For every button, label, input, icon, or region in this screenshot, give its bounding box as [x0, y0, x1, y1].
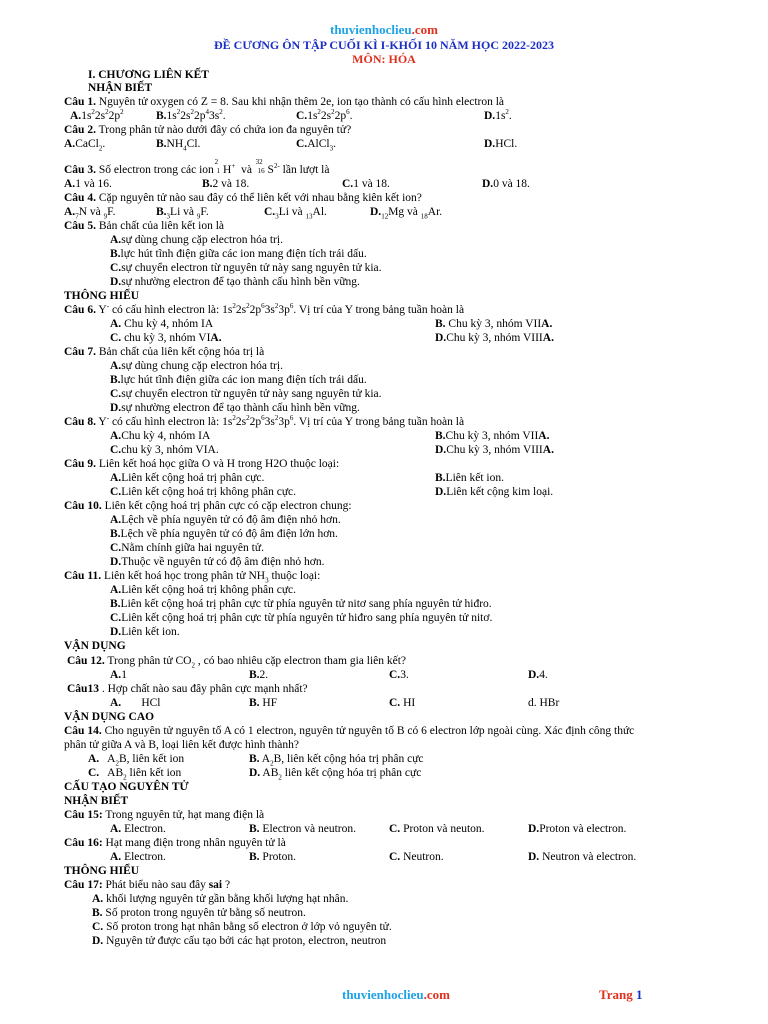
question-16: Câu 16: Hạt mang điện trong nhân nguyên tử là	[64, 837, 286, 849]
q8-option-a: A.Chu kỳ 4, nhóm IA	[110, 430, 211, 442]
site-brand: thuvienhoclieu.com	[330, 22, 438, 37]
question-10: Câu 10. Liên kết cộng hoá trị phân cực có cặp electron chung:	[64, 500, 352, 512]
q4-option-d: $D._{12}Mg$ và $_{18}$Ar.	[370, 206, 443, 221]
q2-option-b: $B.NH_4Cl$.	[156, 138, 201, 153]
q17-option-d: D. Nguyên tử được cấu tạo bởi các hạt proton, electron, neutron	[92, 935, 387, 947]
q10-option-b: B.Lệch về phía nguyên tử có độ âm điện lớn hơn.	[110, 528, 338, 540]
question-6: Câu 6. Y- có cấu hình electron là: $1s^22s^22p^63s^23p^6$. Vị trí của Y trong bảng tuần hoàn là	[64, 302, 465, 316]
q12-option-d: D.4.	[528, 669, 548, 681]
level-heading: THÔNG HIỂU	[64, 290, 140, 302]
q17-option-c: C. Số proton trong hạt nhân bằng số electron ở lớp vỏ nguyên tử.	[92, 921, 392, 933]
q8-option-b: B.Chu kỳ 3, nhóm VIIA.	[435, 430, 550, 442]
q3-option-a: A.1 và 16.	[64, 178, 112, 190]
q14-option-d: D. $AB_2$ liên kết cộng hóa trị phân cực	[249, 767, 422, 782]
question-3: Câu 3. Số electron trong các ion 2 1 H+ và 32 16 $S^{2-}$ lần lượt là	[64, 158, 330, 176]
q13-option-d: d. HBr	[528, 697, 560, 709]
q13-option-a: A. HCl	[110, 697, 161, 709]
q14-option-a: A. $A_2B$, liên kết ion	[88, 753, 185, 768]
level-heading: NHẬN BIẾT	[64, 795, 129, 807]
q14-option-c: C. $AB_2$ liên kết ion	[88, 767, 182, 782]
q10-option-a: A.Lệch về phía nguyên tử có độ âm điện nhỏ hơn.	[110, 514, 341, 526]
q15-option-a: A. Electron.	[110, 823, 166, 835]
q15-option-d: D.Proton và electron.	[528, 823, 627, 835]
q4-option-a: $A._7N$ và $_9$F.	[64, 206, 116, 221]
q1-option-d: $D.1s^2$.	[484, 108, 512, 122]
q5-option-d: D.sự nhường electron để tạo thành cấu hình bền vững.	[110, 276, 360, 288]
question-15: Câu 15: Trong nguyên tử, hạt mang điện là	[64, 809, 265, 821]
question-8: Câu 8. Y- có cấu hình electron là: $1s^22s^22p^63s^23p^6$. Vị trí của Y trong bảng tuần hoàn là	[64, 414, 465, 428]
q17-option-a: A. khối lượng nguyên tử gần bằng khối lượng hạt nhân.	[92, 893, 349, 905]
q7-option-b: B.lực hút tĩnh điện giữa các ion mang điện tích trái dấu.	[110, 374, 367, 386]
q6-option-c: C. chu kỳ 3, nhóm VIA.	[110, 332, 222, 344]
question-4: Câu 4. Cặp nguyên tử nào sau đây có thể liên kết với nhau bằng kiên kết ion?	[64, 192, 422, 204]
question-11: Câu 11. Liên kết hoá học trong phân tử $NH_3$ thuộc loại:	[64, 570, 321, 585]
q9-option-b: B.Liên kết ion.	[435, 472, 504, 484]
section-heading: I. CHƯƠNG LIÊN KẾT	[88, 69, 209, 81]
q2-option-d: D.HCl.	[484, 138, 518, 150]
q16-option-d: D. Neutron và electron.	[528, 851, 637, 863]
question-14: Câu 14. Cho nguyên tử nguyên tố A có 1 electron, nguyên tử nguyên tố B có 6 electron lớp ngoài cùng. Xác định công thức	[64, 725, 635, 737]
level-heading: THÔNG HIỂU	[64, 865, 140, 877]
q5-option-a: A.sự dùng chung cặp electron hóa trị.	[110, 234, 283, 246]
document-title: ĐỀ CƯƠNG ÔN TẬP CUỐI KÌ I-KHỐI 10 NĂM HỌC 2022-2023	[213, 38, 554, 52]
q4-option-c: $C._3Li$ và $_{13}$Al.	[264, 206, 327, 221]
q1-option-b: $B.1s^22s^22p^43s^2$.	[156, 108, 226, 122]
q16-option-a: A. Electron.	[110, 851, 166, 863]
q1-option-c: $C.1s^22s^22p^6$.	[296, 108, 353, 122]
footer-brand: thuvienhoclieu.com	[342, 987, 450, 1002]
q10-option-c: C.Nằm chính giữa hai nguyên tử.	[110, 542, 264, 554]
q16-option-b: B. Proton.	[249, 851, 296, 863]
q11-option-a: A.Liên kết cộng hoá trị không phân cực.	[110, 584, 297, 596]
q15-option-b: B. Electron và neutron.	[249, 823, 356, 835]
q7-option-d: D.sự nhường electron để tạo thành cấu hình bền vững.	[110, 402, 360, 414]
q12-option-b: B.2.	[249, 669, 269, 681]
q5-option-b: B.lực hút tĩnh điện giữa các ion mang điện tích trái dấu.	[110, 248, 367, 260]
question-5: Câu 5. Bản chất của liên kết ion là	[64, 220, 225, 232]
q6-option-a: A. Chu kỳ 4, nhóm IA	[110, 318, 214, 330]
q1-option-a: $A.1s^22s^22p^2$	[70, 108, 124, 122]
q11-option-d: D.Liên kết ion.	[110, 626, 180, 638]
question-13: Câu13 . Hợp chất nào sau đây phân cực mạnh nhất?	[67, 683, 308, 695]
q7-option-a: A.sự dùng chung cặp electron hóa trị.	[110, 360, 283, 372]
question-2: Câu 2. Trong phân tử nào dưới đây có chứa ion đa nguyên tử?	[64, 124, 352, 136]
question-9: Câu 9. Liên kết hoá học giữa O và H trong H2O thuộc loại:	[64, 458, 340, 470]
q11-option-b: B.Liên kết cộng hoá trị phân cực từ phía nguyên tử nitơ sang phía nguyên tử hiđro.	[110, 598, 492, 610]
question-12: Câu 12. Trong phân tử $CO_2$ , có bao nhiêu cặp electron tham gia liên kết?	[67, 655, 407, 670]
q9-option-c: C.Liên kết cộng hoá trị không phân cực.	[110, 486, 297, 498]
q13-option-b: B. HF	[249, 697, 278, 709]
q6-option-b: B. Chu kỳ 3, nhóm VIIA.	[435, 318, 553, 330]
q16-option-c: C. Neutron.	[389, 851, 444, 863]
q11-option-c: C.Liên kết cộng hoá trị phân cực từ phía nguyên tử hiđro sang phía nguyên tử nitơ.	[110, 612, 493, 624]
q2-option-a: A.CaCl$_2$.	[64, 138, 106, 153]
q4-option-b: $B._3Li$ và $_9$F.	[156, 206, 209, 221]
q7-option-c: C.sự chuyển electron từ nguyên tử này sang nguyên tử kia.	[110, 388, 382, 400]
question-7: Câu 7. Bản chất của liên kết cộng hóa trị là	[64, 346, 265, 358]
question-17: Câu 17: Phát biểu nào sau đây sai ?	[64, 879, 231, 891]
q9-option-d: D.Liên kết cộng kim loại.	[435, 486, 554, 498]
q6-option-d: D.Chu kỳ 3, nhóm VIIIA.	[435, 332, 554, 344]
level-heading: VẬN DỤNG	[64, 640, 126, 652]
q17-option-b: B. Số proton trong nguyên tử bằng số neutron.	[92, 907, 306, 919]
q9-option-a: A.Liên kết cộng hoá trị phân cực.	[110, 472, 265, 484]
q10-option-d: D.Thuộc về nguyên tử có độ âm điện nhỏ hơn.	[110, 556, 325, 568]
q8-option-d: D.Chu kỳ 3, nhóm VIIIA.	[435, 444, 554, 456]
q15-option-c: C. Proton và neuton.	[389, 823, 485, 835]
q12-option-a: A.1	[110, 669, 127, 681]
q12-option-c: C.3.	[389, 669, 409, 681]
q8-option-c: C.chu kỳ 3, nhóm VIA.	[110, 444, 219, 456]
page-number: Trang 1	[599, 987, 643, 1002]
question-1: Câu 1. Nguyên tử oxygen có Z = 8. Sau khi nhận thêm 2e, ion tạo thành có cấu hình electron là	[64, 96, 505, 108]
level-heading: VẬN DỤNG CAO	[64, 711, 155, 723]
q5-option-c: C.sự chuyển electron từ nguyên tử này sang nguyên tử kia.	[110, 262, 382, 274]
document-subject: MÔN: HÓA	[352, 52, 416, 66]
q13-option-c: C. HI	[389, 697, 416, 709]
q3-option-c: C.1 và 18.	[342, 178, 390, 190]
q2-option-c: C.AlCl$_3$.	[296, 138, 336, 153]
question-14-cont: phân tử giữa A và B, loại liên kết được hình thành?	[64, 739, 299, 751]
q14-option-b: B. $A_2B$, liên kết cộng hóa trị phân cực	[249, 753, 424, 768]
section-heading: CẤU TẠO NGUYÊN TỬ	[64, 781, 189, 793]
level-heading: NHẬN BIẾT	[88, 82, 153, 94]
q3-option-d: D.0 và 18.	[482, 178, 530, 190]
q3-option-b: B.2 và 18.	[202, 178, 250, 190]
